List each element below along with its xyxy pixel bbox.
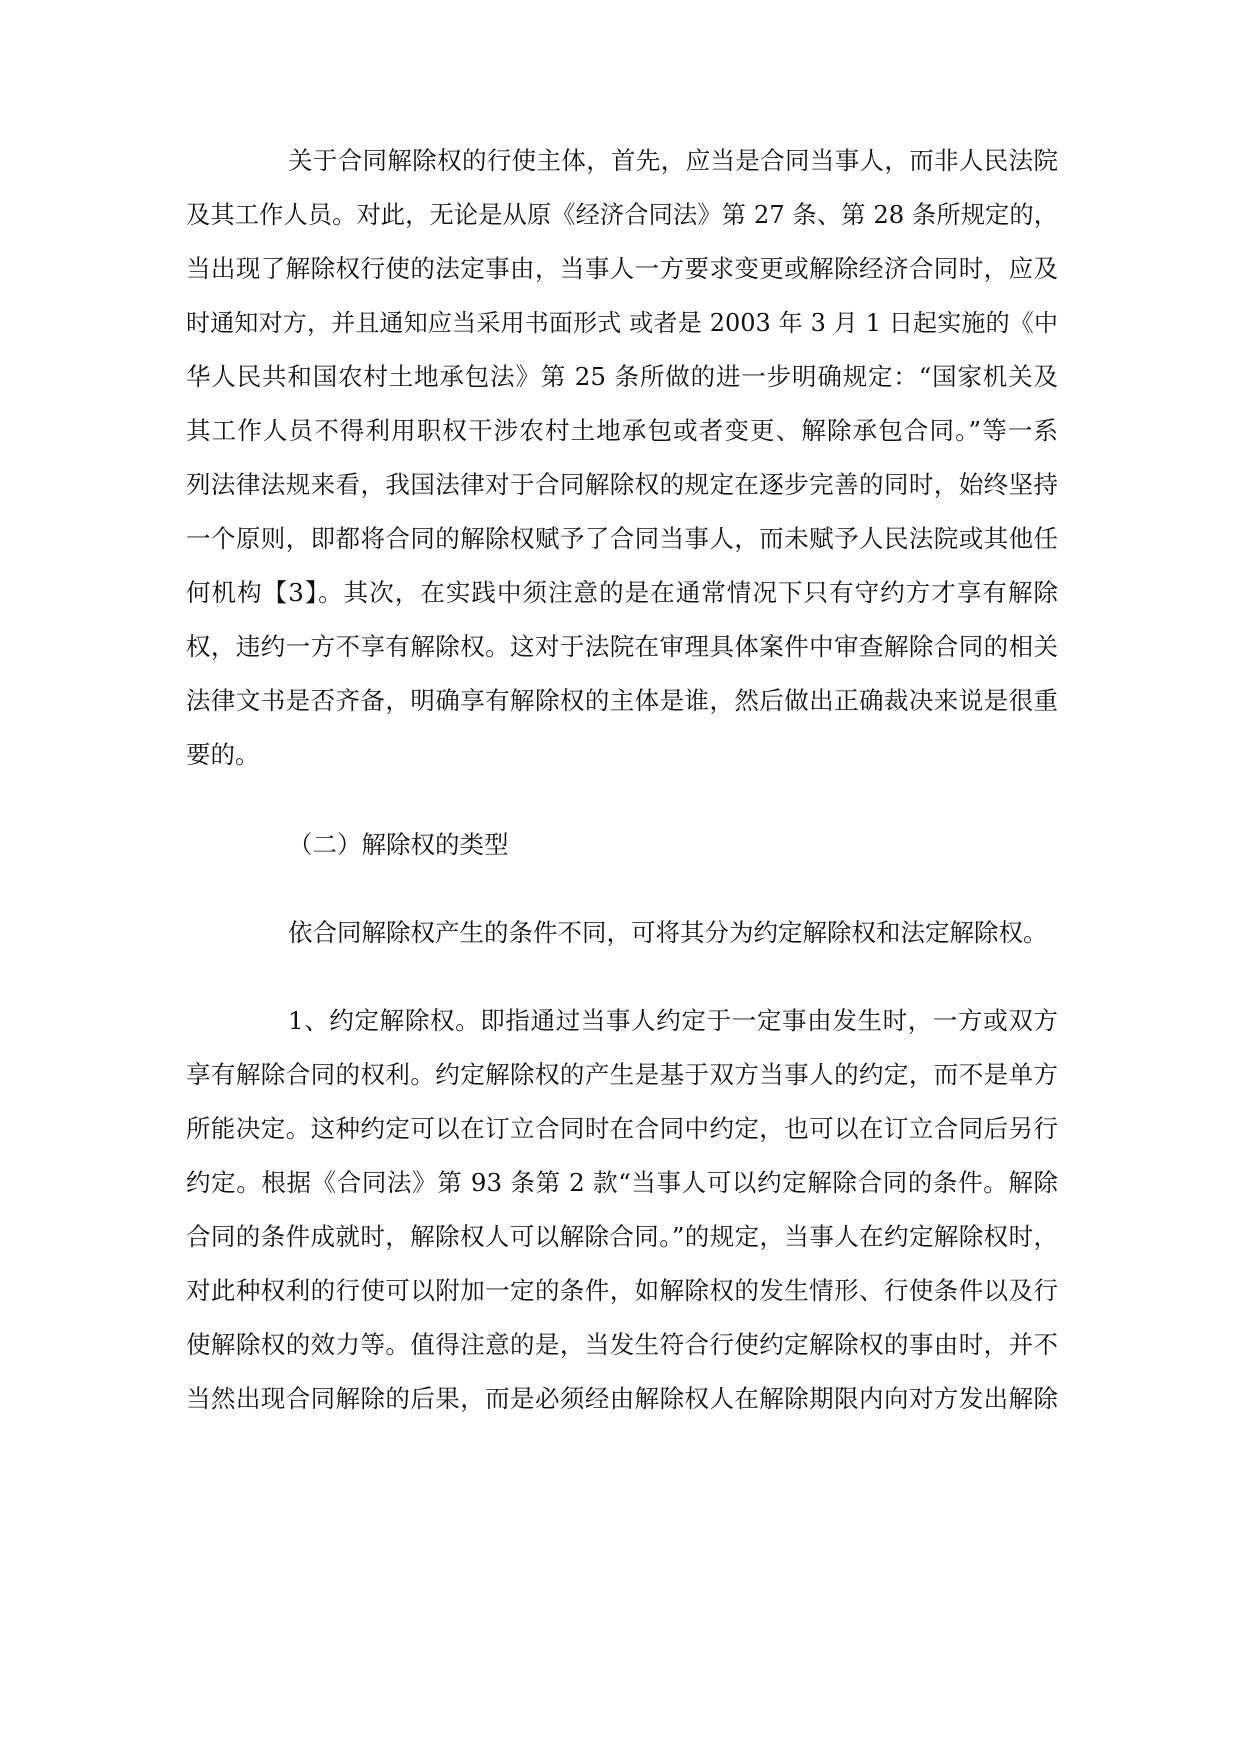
- paragraph-line: 时通知对方，并且通知应当采用书面形式 或者是 2003 年 3 月 1 日起实施的《中: [186, 309, 1058, 337]
- paragraph-line: 其工作人员不得利用职权干涉农村土地承包或者变更、解除承包合同。”等一系: [186, 416, 1058, 445]
- paragraph-line: 列法律法规来看，我国法律对于合同解除权的规定在逐步完善的同时，始终坚持: [186, 470, 1058, 499]
- paragraph-line: 法律文书是否齐备，明确享有解除权的主体是谁，然后做出正确裁决来说是很重: [186, 686, 1058, 715]
- paragraph-line: 约定。根据《合同法》第 93 条第 2 款“当事人可以约定解除合同的条件。解除: [186, 1168, 1058, 1197]
- paragraph-line: 华人民共和国农村土地承包法》第 25 条所做的进一步明确规定：“国家机关及: [186, 362, 1058, 391]
- section-heading: （二）解除权的类型: [288, 830, 509, 859]
- paragraph-line: 所能决定。这种约定可以在订立合同时在合同中约定，也可以在订立合同后另行: [186, 1114, 1058, 1143]
- paragraph-line: 合同的条件成就时，解除权人可以解除合同。”的规定，当事人在约定解除权时，: [186, 1222, 1058, 1251]
- paragraph-line: 及其工作人员。对此，无论是从原《经济合同法》第 27 条、第 28 条所规定的，: [186, 200, 1058, 229]
- paragraph-line: 1、约定解除权。即指通过当事人约定于一定事由发生时，一方或双方: [288, 1006, 1058, 1035]
- paragraph-line: 权，违约一方不享有解除权。这对于法院在审理具体案件中审查解除合同的相关: [186, 632, 1058, 661]
- paragraph-line: 享有解除合同的权利。约定解除权的产生是基于双方当事人的约定，而不是单方: [186, 1060, 1058, 1089]
- paragraph-line: 当然出现合同解除的后果，而是必须经由解除权人在解除期限内向对方发出解除: [186, 1384, 1058, 1413]
- paragraph-line: 一个原则，即都将合同的解除权赋予了合同当事人，而未赋予人民法院或其他任: [186, 524, 1058, 553]
- paragraph-line: 使解除权的效力等。值得注意的是，当发生符合行使约定解除权的事由时，并不: [186, 1330, 1058, 1359]
- paragraph-line: 依合同解除权产生的条件不同，可将其分为约定解除权和法定解除权。: [288, 918, 1048, 947]
- paragraph-line: 关于合同解除权的行使主体，首先，应当是合同当事人，而非人民法院: [288, 146, 1058, 175]
- paragraph-line: 对此种权利的行使可以附加一定的条件，如解除权的发生情形、行使条件以及行: [186, 1276, 1058, 1305]
- paragraph-line: 何机构【3】。其次，在实践中须注意的是在通常情况下只有守约方才享有解除: [186, 578, 1058, 607]
- paragraph-line: 要的。: [186, 740, 260, 769]
- paragraph-line: 当出现了解除权行使的法定事由，当事人一方要求变更或解除经济合同时，应及: [186, 254, 1058, 283]
